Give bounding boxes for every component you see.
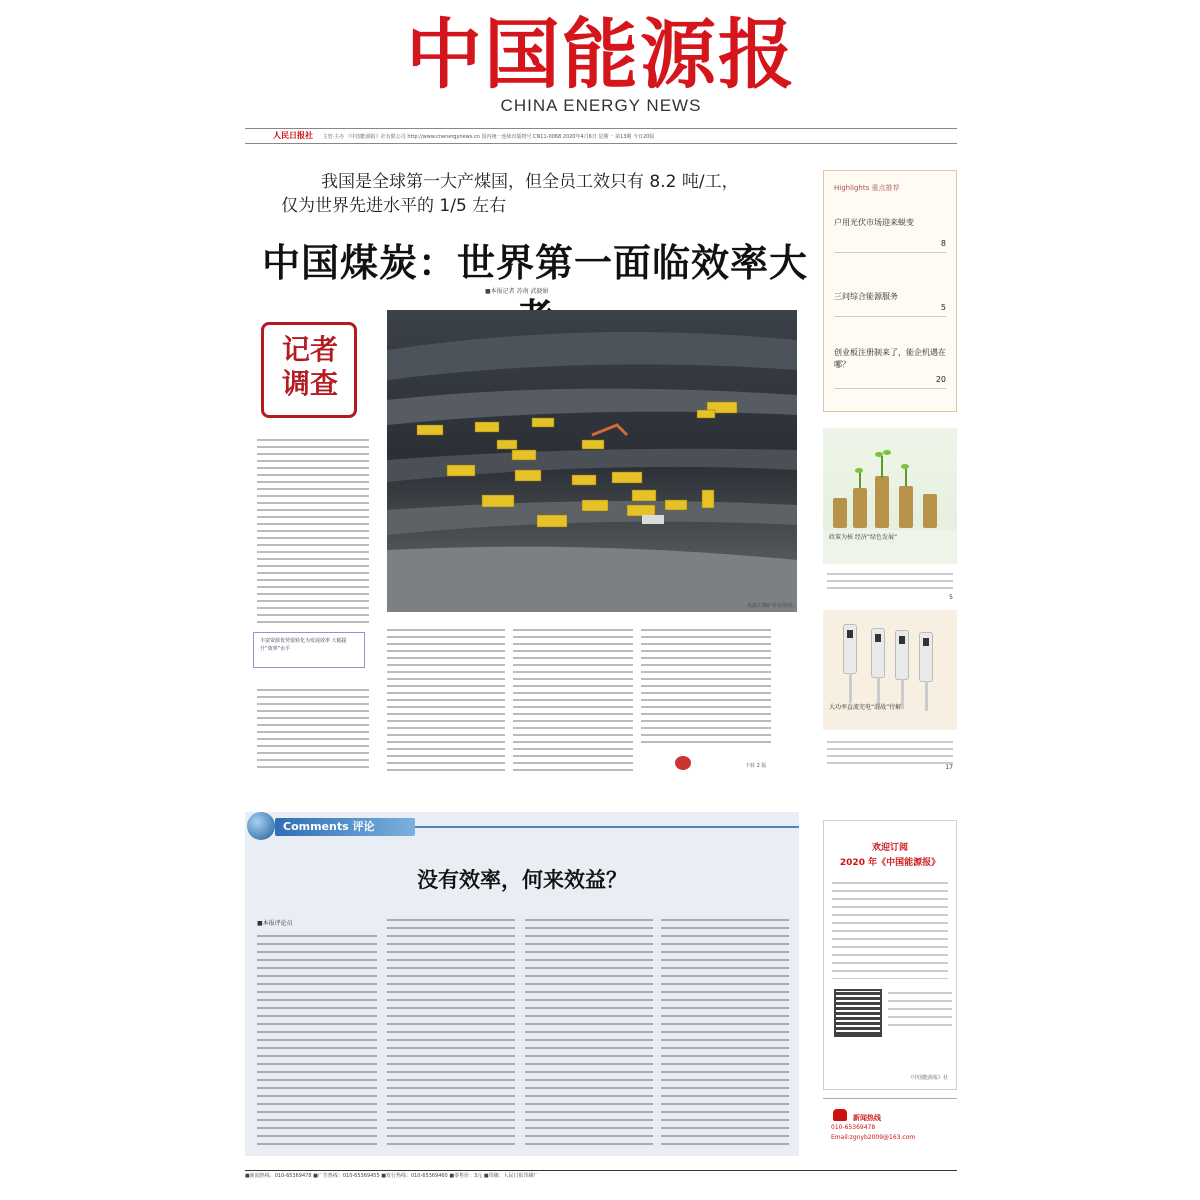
subscribe-title	[824, 821, 956, 871]
newspaper-page	[245, 0, 957, 1200]
body-column-1	[257, 436, 369, 626]
partner-logo: 人民日报社	[273, 131, 313, 140]
qr-text	[888, 989, 952, 1029]
comments-header-bar	[245, 812, 799, 838]
comments-byline: ■本报评论员	[257, 920, 293, 927]
feature2-caption[interactable]: 大功率直流充电“混战”待解	[829, 704, 902, 711]
issue-meta-text: 主管·主办 《中国能源报》社有限公司 http://www.cnenergynews.cn 国内统一连续出版物号 CN11-0068 2020年4月6日 星期一 第13期 今日20版	[322, 134, 655, 140]
feature2-summary	[823, 730, 957, 780]
subscribe-note: 《中国能源报》社	[907, 1075, 948, 1081]
subscribe-title-line2: 2020 年《中国能源报》	[839, 858, 941, 868]
comments-column-4	[661, 916, 789, 1146]
comments-section	[245, 812, 799, 1156]
comments-title: 没有效率，何来效益？	[417, 868, 627, 892]
subhead-line-2: 仅为世界先进水平的 1/5 左右	[281, 196, 507, 216]
masthead-subtitle: CHINA ENERGY NEWS	[500, 96, 702, 115]
mine-photo	[387, 310, 797, 612]
hotline-title: 新闻热线	[853, 1114, 881, 1122]
highlight-page: 8	[940, 239, 946, 248]
issue-meta-line	[245, 128, 957, 144]
photo-caption: 某露天煤矿作业现场。	[746, 603, 797, 609]
stamp-text: 记者调查	[281, 333, 338, 400]
hotline-email[interactable]: Email:zgnyb2009@163.com	[831, 1134, 916, 1141]
page-footer: ■新闻热线：010-65369478 ■广告热线：010-65369455 ■发行热线：010-65369460 ■零售价：3元 ■印刷：人民日报印刷厂	[245, 1170, 957, 1182]
lead-headline: 中国煤炭：世界第一面临效率大	[261, 241, 808, 285]
highlight-label: 创业板注册制来了，能企机遇在哪？	[834, 348, 946, 369]
pull-quote: 丰富资源优势要转化为发展效率 大幅提升“效率”水平	[253, 632, 365, 668]
globe-icon	[247, 812, 275, 840]
subscribe-box	[823, 820, 957, 1090]
subscribe-title-line1: 欢迎订阅	[871, 843, 908, 853]
highlight-item[interactable]	[834, 291, 946, 317]
comments-column-1	[257, 932, 377, 1146]
highlight-page: 20	[935, 375, 946, 384]
feature1-page: 5	[949, 594, 953, 601]
comments-rule	[415, 826, 799, 828]
highlights-title: Highlights 重点推荐	[834, 184, 900, 192]
body-column-2	[257, 686, 369, 772]
hotline-phone[interactable]: 010-65369478	[831, 1124, 876, 1131]
feature1-summary	[823, 564, 957, 610]
open-pit-mine-image	[387, 310, 797, 612]
lead-byline: ■本报记者 苏南 武晓娟	[485, 288, 549, 295]
continued-note: 下转 2 版	[745, 763, 767, 769]
lead-subhead	[281, 170, 801, 218]
highlight-item[interactable]	[834, 217, 946, 253]
phone-icon	[833, 1109, 847, 1121]
feature1-caption[interactable]: 政策为核 经济“绿色发展”	[823, 530, 957, 564]
comments-column-3	[525, 916, 653, 1146]
reporter-investigation-stamp	[261, 322, 357, 418]
highlights-sidebar	[823, 170, 957, 780]
comments-column-2	[387, 916, 515, 1146]
highlights-box	[823, 170, 957, 412]
subhead-line-1: 我国是全球第一大产煤国，但全员工效只有 8.2 吨/工，	[321, 172, 739, 192]
subscribe-text	[824, 871, 956, 987]
highlight-item[interactable]	[834, 347, 946, 389]
subscribe-qr-code[interactable]	[834, 989, 882, 1037]
highlight-page: 5	[940, 303, 946, 312]
highlight-label: 户用光伏市场迎来蜕变	[834, 218, 914, 227]
body-column-3	[387, 626, 505, 776]
feature2-page: 17	[945, 764, 953, 771]
masthead	[245, 0, 957, 140]
news-hotline	[823, 1098, 957, 1156]
comments-tag: Comments 评论	[275, 818, 415, 836]
continue-marker-icon	[675, 756, 691, 770]
masthead-title: 中国能源报	[406, 10, 796, 99]
body-column-5	[641, 626, 771, 748]
body-column-4	[513, 626, 633, 776]
highlight-label: 三问综合能源服务	[834, 292, 898, 301]
